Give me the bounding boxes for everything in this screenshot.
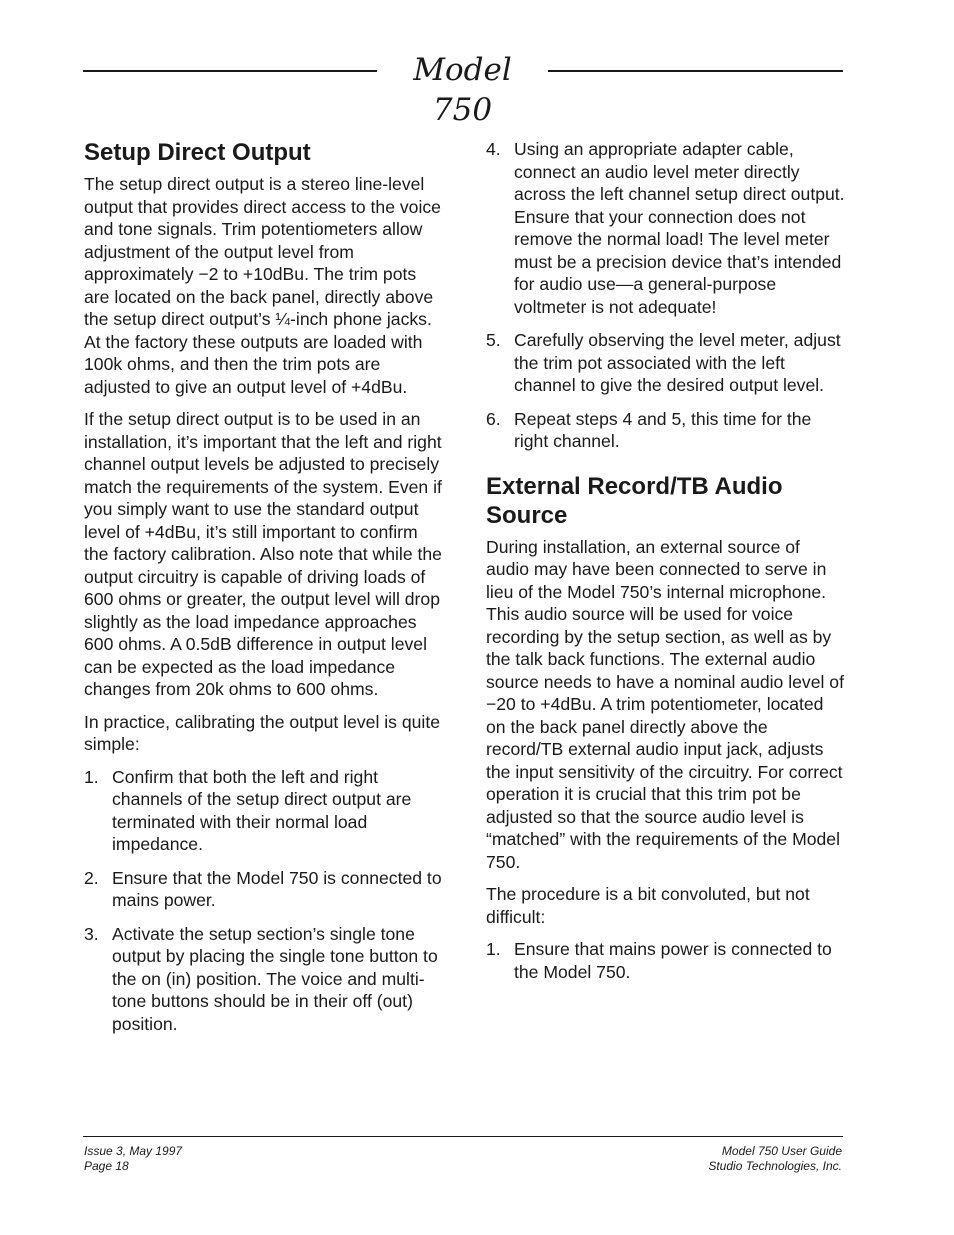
spacer (486, 464, 846, 472)
footer-rule (83, 1136, 843, 1137)
step-number: 1. (486, 939, 501, 959)
company-name: Studio Technologies, Inc. (708, 1159, 842, 1173)
step-text: Repeat steps 4 and 5, this time for the right channel. (514, 408, 812, 451)
left-column (84, 136, 446, 1046)
paragraph: The setup direct output is a stereo line-level output that provides direct access to the voice and tone signals. Trim potentiometers allow adjustment of the output level from approximately −2 to +10dBu. The trim pots are located on the back panel, directly above the setup direct output’s ¼-inch phone jacks. At the factory these outputs are loaded with 100k ohms, and then the trim pots are adjusted to give an output level of +4dBu. (84, 174, 441, 397)
footer-left (84, 1144, 182, 1174)
section-heading-setup-direct-output: Setup Direct Output (84, 139, 311, 166)
step-text: Using an appropriate adapter cable, connect an audio level meter directly across the left channel setup direct output. Ensure that your connection does not remove the normal load! The level meter must be a precision device that’s intended for audio use—a general-purpose voltmeter is not adequate! (514, 139, 845, 317)
footer-right (708, 1144, 842, 1174)
issue-date: Issue 3, May 1997 (84, 1144, 183, 1158)
step-text: Ensure that the Model 750 is connected to mains power. (112, 867, 442, 910)
list-item (486, 329, 846, 397)
header-rule-left (83, 70, 377, 72)
paragraph: In practice, calibrating the output level is quite simple: (84, 711, 440, 754)
calibration-steps-list-continued (486, 138, 846, 453)
list-item (486, 938, 846, 983)
step-number: 2. (84, 867, 99, 888)
calibration-steps-list (84, 766, 446, 1036)
paragraph: If the setup direct output is to be used in an installation, it’s important that the left and right channel output levels be adjusted to precisely match the requirements of the system. Even if you simply want to use the standard output level of +4dBu, it’s still important to confirm the factory calibration. Also note that while the output circuitry is capable of driving loads of 600 ohms or greater, the output level will drop slightly as the load impedance approaches 600 ohms. A 0.5dB difference in output level can be expected as the load impedance changes from 20k ohms to 600 ohms. (84, 409, 442, 699)
step-text: Ensure that mains power is connected to the Model 750. (514, 939, 832, 982)
step-number: 3. (84, 923, 99, 944)
header-rule-right (548, 70, 843, 72)
right-column (486, 138, 846, 994)
list-item (486, 138, 846, 318)
step-number: 4. (486, 139, 501, 159)
list-item (84, 923, 446, 1036)
page-number: Page 18 (84, 1159, 129, 1173)
paragraph: During installation, an external source of audio may have been connected to serve in lieu of the Model 750’s internal microphone. This audio source will be used for voice recording by the setup section, as well as by the talk back functions. The external audio source needs to have a nominal audio level of −20 to +4dBu. A trim potentiometer, located on the back panel directly above the record/TB external audio input jack, adjusts the input sensitivity of the circuitry. For correct operation it is crucial that this trim pot be adjusted so that the source audio level is “matched” with the requirements of the Model 750. (486, 536, 844, 872)
list-item (84, 766, 446, 856)
step-number: 5. (486, 330, 501, 350)
section-heading-external-record-tb-audio-source: External Record/TB Audio Source (486, 472, 783, 529)
step-number: 1. (84, 766, 99, 787)
step-number: 6. (486, 408, 501, 429)
paragraph: The procedure is a bit convoluted, but not difficult: (486, 884, 810, 927)
list-item (84, 867, 446, 912)
step-text: Carefully observing the level meter, adjust the trim pot associated with the left channel to give the desired output level. (514, 330, 841, 395)
page-header-title: Model 750 (413, 52, 512, 128)
guide-title: Model 750 User Guide (721, 1144, 842, 1158)
step-text: Activate the setup section’s single tone output by placing the single tone button to the on (in) position. The voice and multi-tone buttons should be in their off (out) position. (112, 923, 438, 1034)
audio-source-steps-list (486, 938, 846, 983)
step-text: Confirm that both the left and right channels of the setup direct output are terminated with their normal load impedance. (112, 766, 412, 854)
list-item (486, 408, 846, 453)
